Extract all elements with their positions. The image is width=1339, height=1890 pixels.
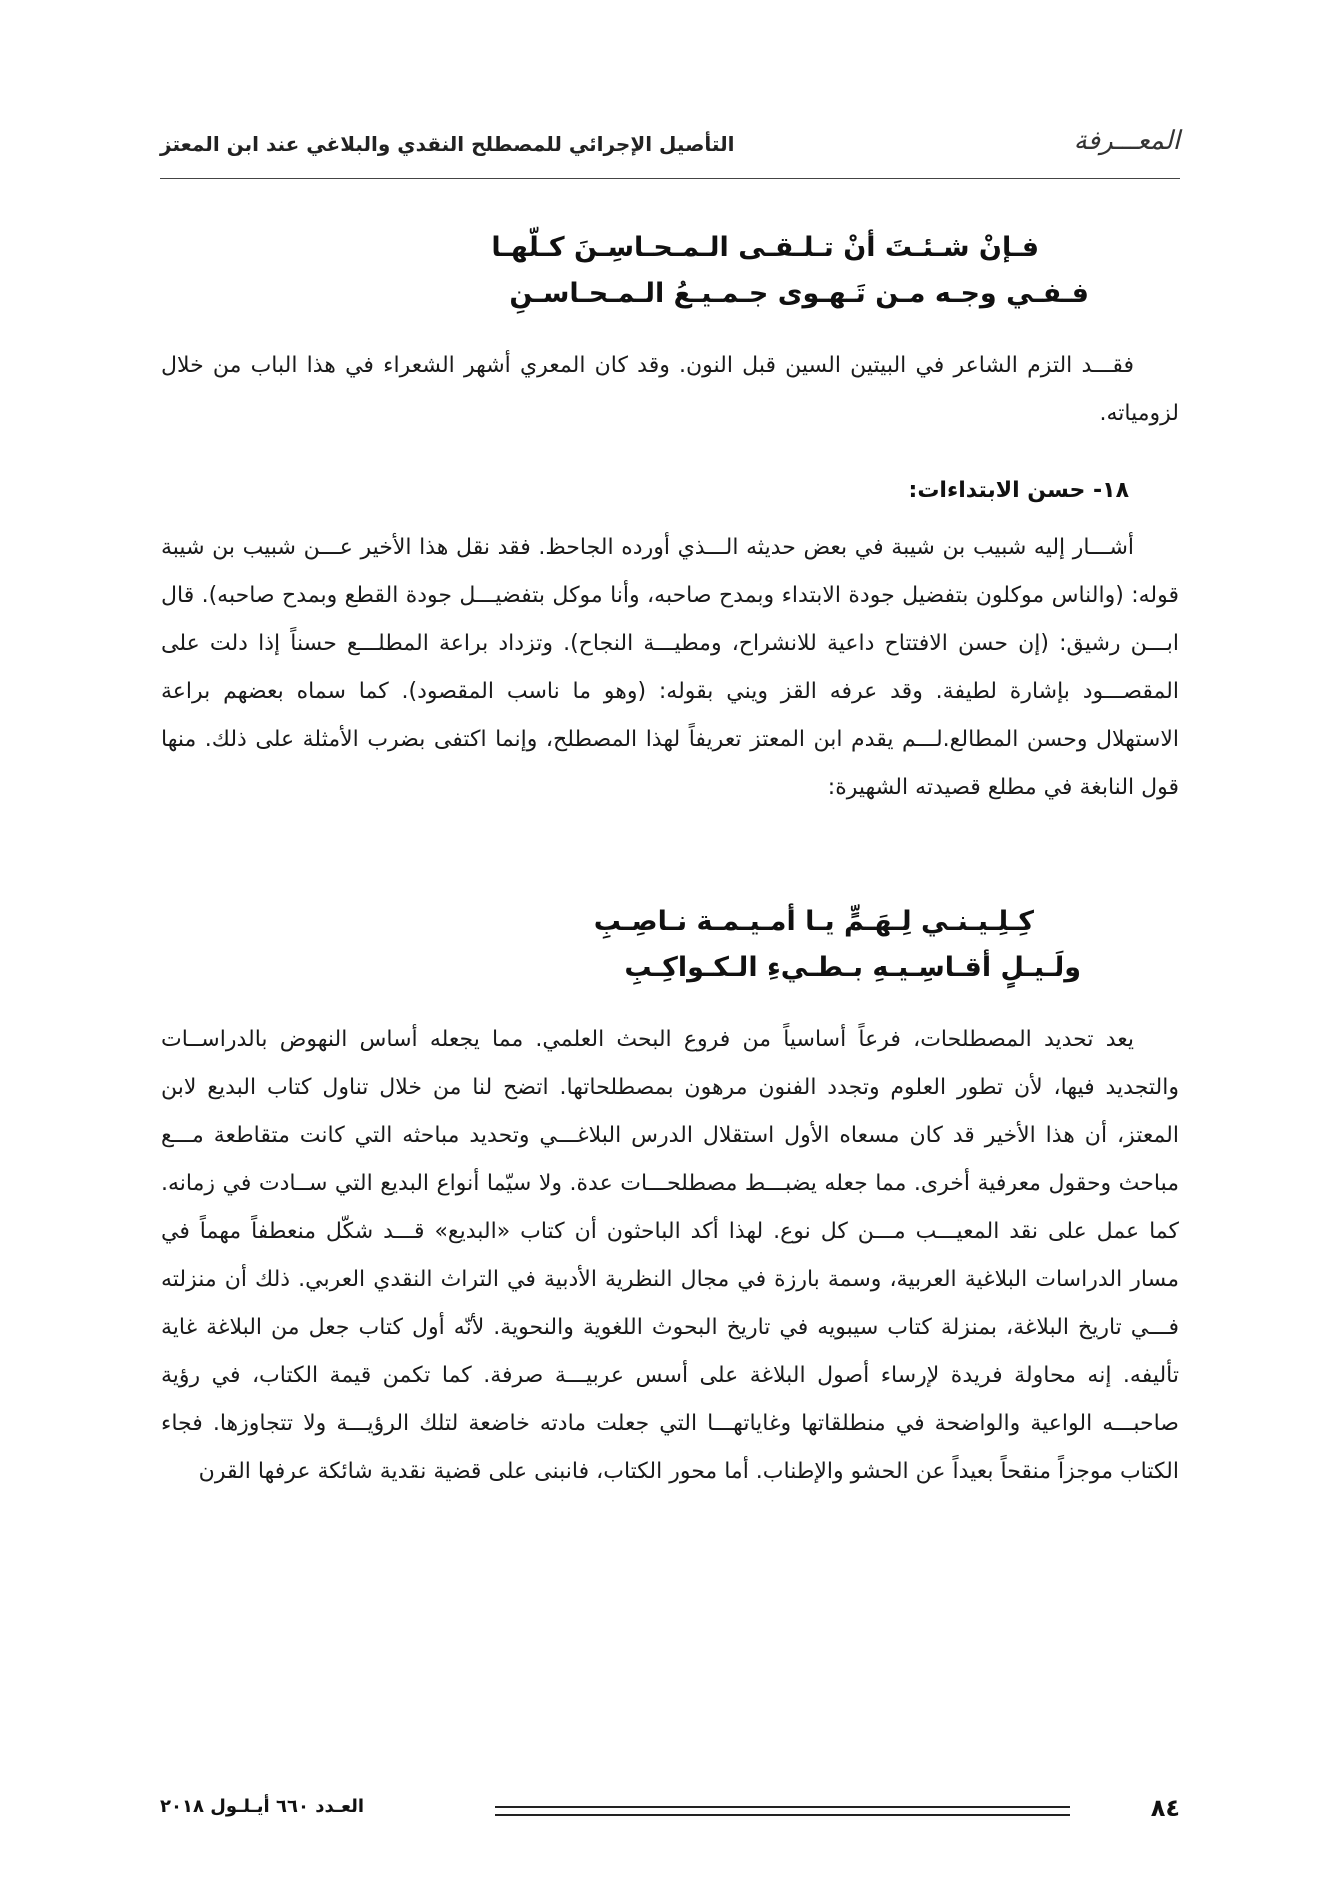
page-header: [160, 118, 1180, 178]
verse-1-line-1: فـإنْ شـئـتَ أنْ تـلـقـى الـمـحـاسِـنَ كـلّهـا: [491, 232, 1039, 263]
issue-info: العـدد ٦٦٠ أيـلـول ٢٠١٨: [160, 1796, 365, 1817]
journal-logo: المعـــرفة: [1073, 126, 1180, 156]
paragraph-1: [161, 342, 1179, 438]
header-divider: [160, 178, 1180, 179]
footer-divider: [495, 1806, 1070, 1816]
paragraph-2: [161, 524, 1179, 812]
paragraph-1-text: فقـــد التزم الشاعر في البيتين السين قبل النون. وقد كان المعري أشهر الشعراء في هذا الباب من خلال لزومياته.: [161, 353, 1179, 426]
paragraph-3-text: يعد تحديد المصطلحات، فرعاً أساسياً من فروع البحث العلمي. مما يجعله أساس النهوض بالدراســات والتجديد فيها، لأن تطور العلوم وتجدد الفنون مرهون بمصطلحاتها. اتضح لنا من خلال تناول كتاب البديع لابن المعتز، أن هذا الأخير قد كان مسعاه الأول استقلال الدرس البلاغـــي وتحديد مباحثه التي كانت متقاطعة مـــع مباحث وحقول معرفية أخرى. مما جعله يضبـــط مصطلحـــات عدة. ولا سيّما أنواع البديع التي ســادت في زمانه. كما عمل على نقد المعيـــب مـــن كل نوع. لهذا أكد الباحثون أن كتاب «البديع» قـــد شكّل منعطفاً مهماً في مسار الدراسات البلاغية العربية، وسمة بارزة في مجال النظرية الأدبية في التراث النقدي العربي. ذلك أن منزلته فـــي تاريخ البلاغة، بمنزلة كتاب سيبويه في تاريخ البحوث اللغوية والنحوية. لأنّه أول كتاب جعل من البلاغة غاية تأليفه. إنه محاولة فريدة لإرساء أصول البلاغة على أسس عربيـــة صرفة. كما تكمن قيمة الكتاب، في رؤية صاحبـــه الواعية والواضحة في منطلقاتها وغاياتهـــا التي جعلت مادته خاضعة لتلك الرؤيـــة ولا تتجاوزها. فجاء الكتاب موجزاً منقحاً بعيداً عن الحشو والإطناب. أما محور الكتاب، فانبنى على قضية نقدية شائكة عرفها القرن: [161, 1027, 1179, 1484]
verse-1-line-2: فـفـي وجـه مـن تَـهـوى جـمـيـعُ الـمـحـاسـنِ: [509, 278, 1089, 309]
running-title: التأصيل الإجرائي للمصطلح النقدي والبلاغي عند ابن المعتز: [160, 132, 735, 156]
page-footer: [160, 1792, 1180, 1832]
paragraph-2-text: أشـــار إليه شبيب بن شيبة في بعض حديثه الـــذي أورده الجاحظ. فقد نقل هذا الأخير عـــن شبيب بن شيبة قوله: (والناس موكلون بتفضيل جودة الابتداء وبمدح صاحبه، وأنا موكل بتفضيـــل جودة القطع وبمدح صاحبه). قال ابـــن رشيق: (إن حسن الافتتاح داعية للانشراح، ومطيـــة النجاح). وتزداد براعة المطلـــع حسناً إذا دلت على المقصـــود بإشارة لطيفة. وقد عرفه القز ويني بقوله: (وهو ما ناسب المقصود). كما سماه بعضهم براعة الاستهلال وحسن المطالع.لـــم يقدم ابن المعتز تعريفاً لهذا المصطلح، وإنما اكتفى بضرب الأمثلة على ذلك. منها قول النابغة في مطلع قصيدته الشهيرة:: [161, 535, 1179, 800]
page-number: ٨٤: [1150, 1794, 1180, 1822]
verse-2-line-1: كِـلِـيـنـي لِـهَـمٍّ يـا أمـيـمـة نـاصِـبِ: [593, 906, 1034, 937]
section-heading: ١٨- حسن الابتداءات:: [908, 478, 1129, 503]
paragraph-3: [161, 1016, 1179, 1496]
verse-2-line-2: ولَـيـلٍ أقـاسِـيـهِ بـطـيءِ الـكـواكِـبِ: [624, 952, 1081, 983]
